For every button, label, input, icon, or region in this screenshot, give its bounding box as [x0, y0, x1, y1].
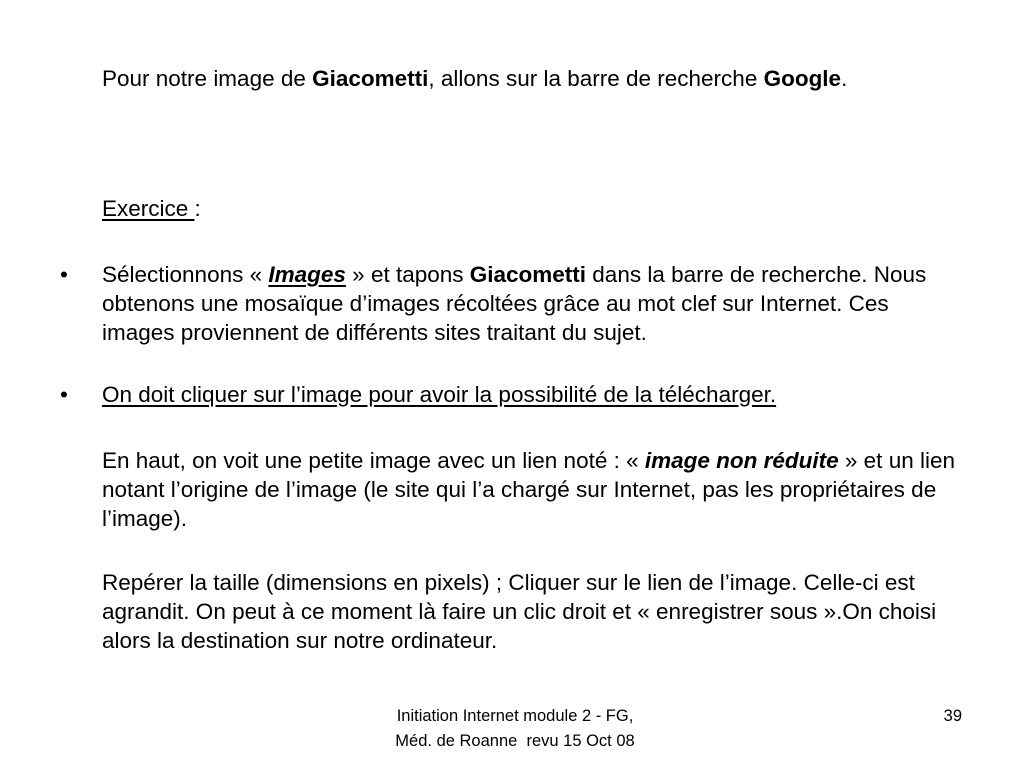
intro-giacometti: Giacometti: [312, 66, 429, 91]
bullet-text-1: Sélectionnons «: [102, 262, 269, 287]
top-link-text-1: En haut, on voit une petite image avec un lien noté : «: [102, 448, 645, 473]
bullet-giacometti-keyword: Giacometti: [469, 262, 587, 287]
footer-line-2: Méd. de Roanne revu 15 Oct 08: [395, 732, 635, 750]
bullet-item-click-image: [60, 380, 960, 410]
exercise-heading: [102, 194, 962, 223]
bullet-icon: •: [60, 382, 68, 407]
bullet-text: On doit cliquer sur l’image pour avoir la possibilité de la télécharger.: [102, 382, 777, 407]
top-link-text-2: » et un lien notant l’origine de l’image (le site qui l’a chargé sur Internet, pas les propriétaires de l’image).: [102, 448, 955, 531]
intro-paragraph: [102, 64, 962, 93]
footer: [300, 704, 730, 754]
image-size-paragraph: Repérer la taille (dimensions en pixels) ; Cliquer sur le lien de l’image. Celle-ci est agrandit. On peut à ce moment là faire un clic droit et « enregistrer sous ».On choisi alors la destination sur notre ordinateur.: [102, 570, 937, 653]
bullet-icon: •: [60, 262, 68, 287]
intro-text-2: , allons sur la barre de recherche: [428, 66, 764, 91]
page-number: 39: [943, 707, 962, 725]
bullet-text: [102, 260, 962, 347]
bullet-text-3: dans la barre de recherche. Nous obtenons une mosaïque d’images récoltées grâce au mot clef sur Internet. Ces images proviennent de différents sites traitant du sujet.: [102, 262, 927, 345]
intro-period: .: [841, 66, 848, 91]
footer-line-1: Initiation Internet module 2 - FG,: [396, 707, 634, 725]
image-non-reduite-keyword: image non réduite: [644, 448, 839, 473]
bullet-text-2: » et tapons: [345, 262, 470, 287]
intro-text-1: Pour notre image de: [102, 66, 313, 91]
exercise-colon: :: [194, 196, 201, 221]
exercise-label: Exercice: [102, 196, 195, 221]
bullet-images-keyword: Images: [268, 262, 346, 287]
top-link-paragraph: [102, 446, 962, 533]
bullet-item-select-images: [60, 260, 960, 380]
intro-google: Google: [763, 66, 842, 91]
